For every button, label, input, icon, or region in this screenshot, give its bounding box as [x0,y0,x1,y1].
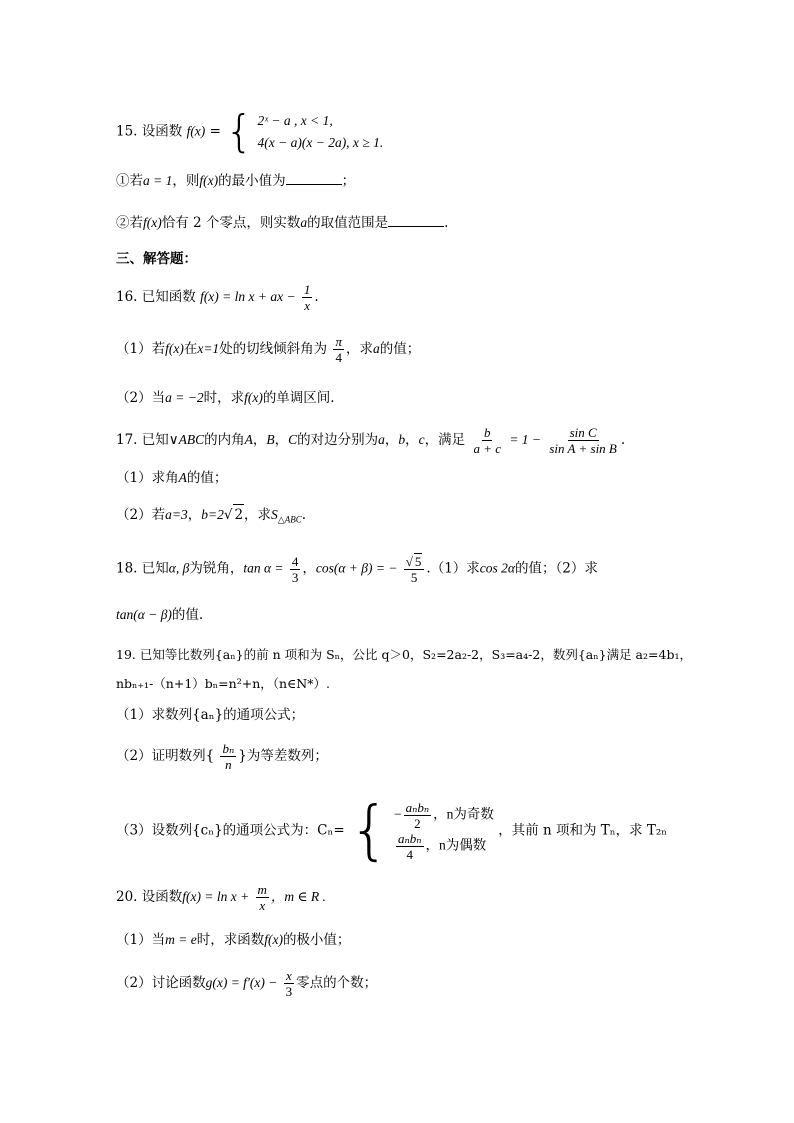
q17-p2-sqrt: √ 2 [224,507,244,523]
q18-cos2: cos 2α [479,560,516,576]
q17-B: B [266,432,275,447]
q20-part1 [116,930,350,950]
q18-cos-num: √ 5 [404,553,425,570]
q15-func: f(x) [186,123,206,139]
q16-p1-var: a [373,341,380,356]
q20-p2-text2: 零点的个数； [296,975,378,991]
q16-p2-text2: 时，求 [203,390,245,406]
q15-part1-blank[interactable] [286,170,342,185]
q17-p2-end: . [301,507,307,523]
q17-C: C [288,432,298,447]
q17-part2 [116,504,306,530]
q17-A: A [244,432,253,447]
q18-text2: ， [302,560,316,577]
q15-case1: 2ˣ − a , x < 1, [257,113,333,128]
q17-p2-text2: ，求 [244,507,272,523]
q17-f1-den: a + c [473,441,502,456]
q16-frac-den: x [304,298,311,313]
q17-p2-text: （2）若 [116,507,166,523]
q19-p2-den: n [225,757,232,772]
q17-p2-sqrt-arg: 2 [233,504,244,525]
q15-part1-fx: f(x) [199,173,219,188]
q16-p1-x: x=1 [197,341,220,356]
q19-case1-num: aₙbₙ [405,800,430,815]
q16-p1-text4: ，求 [346,341,373,357]
q17-f2-num: sin C [569,425,597,440]
q19-p2-fraction [220,741,236,772]
q15-part1-text: ①若 [116,173,143,189]
q18-line2-expr: tan(α − β) [116,607,172,622]
q17-p2-cond2: b=2 [201,507,224,522]
q18-line2-end: 的值. [171,607,204,623]
q16-expr: f(x) = ln x + ax − [200,289,296,304]
q18-tan-den: 3 [291,569,299,585]
q17-text1: 的内角 [204,432,245,448]
q19-line2: nbₙ₊₁-（n+1）bₙ=n²+n，（n∈N*）. [116,676,330,691]
q16-part1 [116,334,420,365]
q20-p1-text: （1）当 [116,932,166,948]
q17-p2-sep: ， [187,507,202,523]
q16-p1-frac-den: 4 [335,350,342,365]
q17-p1-text2: 的值； [186,470,228,486]
q16-p2-text: （2）当 [116,390,166,406]
q16-frac-num: 1 [303,282,311,297]
q16-statement [116,282,319,313]
q16-prefix: 16. 已知函数 [116,289,196,305]
q17-p2-S: S [271,507,278,522]
q15-part2-var: a [300,215,308,230]
q17-eq: = 1 − [509,432,542,447]
q17-c: c [418,432,425,447]
q20-p2-fraction [284,968,295,999]
q18-cos-den: 5 [410,570,418,585]
q19-cases [394,800,494,862]
q15-part2-text: ②若 [116,215,143,231]
q15-part1-end: ； [341,173,356,189]
q19-part3 [116,794,668,868]
q15-part1 [116,170,355,191]
q20-prefix: 20. 设函数 [116,889,183,905]
q16-p1-text3: 处的切线倾斜角为 [219,341,328,357]
q15-part2 [116,212,448,233]
q20-part2 [116,968,377,999]
q17-f1-num: b [483,425,491,440]
q19-case2 [394,831,494,862]
q19-p2-text2: }为等差数列； [238,748,328,764]
q15-cases [258,110,384,154]
q17-a: a [378,432,385,447]
q15-prefix: 15. 设函数 [116,123,183,140]
q16-fraction [302,282,313,313]
q18-line2 [116,605,203,625]
q16-end: . [314,289,319,305]
q19-line1: 19. 已知等比数列{aₙ}的前 n 项和为 Sₙ，公比 q＞0，S₂=2a₂-2，S₃=a₄-2，数列{aₙ}满足 a₂=4b₁， [116,647,692,662]
q17-end: . [620,432,626,448]
q15-part1-text2: ，则 [172,173,200,189]
q16-p2-cond: a = −2 [165,390,204,405]
q16-p1-fraction [333,334,344,365]
q19-p2-text: （2）证明数列{ [116,748,215,764]
q19-case2-num: aₙbₙ [397,831,422,846]
q18-tan-num: 4 [291,553,299,569]
q18-cos-fraction [404,553,425,585]
q17-fraction2 [547,425,619,456]
q18-cos: cos(α + β) = − [315,560,398,576]
q17-fraction1 [471,425,503,456]
q16-p1-text2: 在 [183,341,198,357]
q17-p1-A: A [178,470,187,485]
q17-triangle: ∨ABC [168,432,205,447]
q15-part1-text3: 的最小值为 [218,173,286,189]
q16-part2 [116,388,335,408]
q19-case1: − $\frac{\text{aₙbₙ}}{2}$ ，n为奇数 [393,800,494,831]
q20-p1-text3: 的极小值； [282,932,351,948]
q17-p2-sub: △ABC [277,514,302,525]
q19-p2-num: bₙ [222,741,235,756]
q18-text3: .（1）求 [426,560,480,577]
q18-text4: 的值；（2）求 [515,560,598,577]
q17-b: b [398,432,406,447]
q19-case1-den: 2 [414,816,421,831]
q16-p1-fx: f(x) [165,341,184,356]
q20-p2-text: （2）讨论函数 [116,975,206,991]
q18-vars: α, β [168,560,190,576]
q18-text1: 为锐角， [189,560,244,577]
q20-fraction [256,882,269,913]
q19-p3-text2: ，其前 n 项和为 Tₙ，求 T₂ₙ [498,822,668,839]
q17-part1 [116,468,227,488]
q20-p1-fx: f(x) [264,932,283,947]
q15-statement: 15. 设函数 f(x) = { 2ˣ − a , x < 1, 4(x − a)(x − 2a), x ≥ 1. [116,106,384,157]
q20-expr: f(x) = ln x + [182,889,250,904]
q17-prefix: 17. 已知 [116,432,169,448]
q15-part2-blank[interactable] [388,212,444,227]
q18-tan-fraction [290,554,301,585]
q20-p2-num: x [286,968,292,983]
q18-cos-num-arg: 5 [414,554,422,569]
q18-statement [116,553,598,585]
q19-case1-text: ，n为奇数 [433,806,494,822]
q18-tan: tan α = [243,560,284,576]
q15-part2-text3: 的取值范围是 [307,215,389,231]
q19-part1: （1）求数列{aₙ}的通项公式； [116,707,305,723]
q17-f2-den: sin A + sin B [549,441,617,456]
q16-p2-text3: 的单调区间. [262,390,335,406]
q17-statement: 17. 已知∨ABC的内角A，B，C的对边分别为a，b，c，满足 $\frac{b}{a + c}$ = 1 − $\frac{\text{sin C}}{\text{sin A + sin B}}$ . [116,425,626,456]
q20-p1-text2: 时，求函数 [196,932,265,948]
q20-statement [116,882,326,913]
q17-text3: ，满足 [424,432,466,448]
q18-prefix: 18. 已知 [116,560,169,577]
q19-part2 [116,741,328,772]
q15-part1-cond: a = 1 [143,173,173,188]
q15-case2: 4(x − a)(x − 2a), x ≥ 1. [257,135,384,150]
q20-p2-expr: g(x) = f′(x) − [205,975,278,990]
q15-brace: { [225,106,254,157]
q15-part2-text2: 恰有 2 个零点，则实数 [161,215,301,231]
q20-frac-den: x [259,898,266,913]
q20-end: ，m ∈ R . [270,889,326,904]
q16-p1-text: （1）若 [116,341,166,357]
q17-p2-cond1: a=3 [165,507,188,522]
q15-part2-fx: f(x) [143,215,162,230]
q16-p1-frac-num: π [335,334,342,349]
q19-brace: { [348,794,390,868]
q20-frac-num: m [257,882,267,897]
q19-case2-text: ，n为偶数 [425,837,487,853]
q16-p1-text5: 的值； [379,341,421,357]
q17-text2: 的对边分别为 [297,432,379,448]
q19-p3-text: （3）设数列{cₙ}的通项公式为：Cₙ= [116,822,345,839]
q15-part2-end: . [444,215,449,231]
q20-p1-cond: m = e [165,932,197,947]
q16-p2-fx: f(x) [244,390,263,405]
q20-p2-den: 3 [285,984,293,999]
section-heading: 三、解答题： [116,251,197,267]
q19-case2-den: 4 [406,847,413,862]
q17-p1-text: （1）求角 [116,470,179,486]
